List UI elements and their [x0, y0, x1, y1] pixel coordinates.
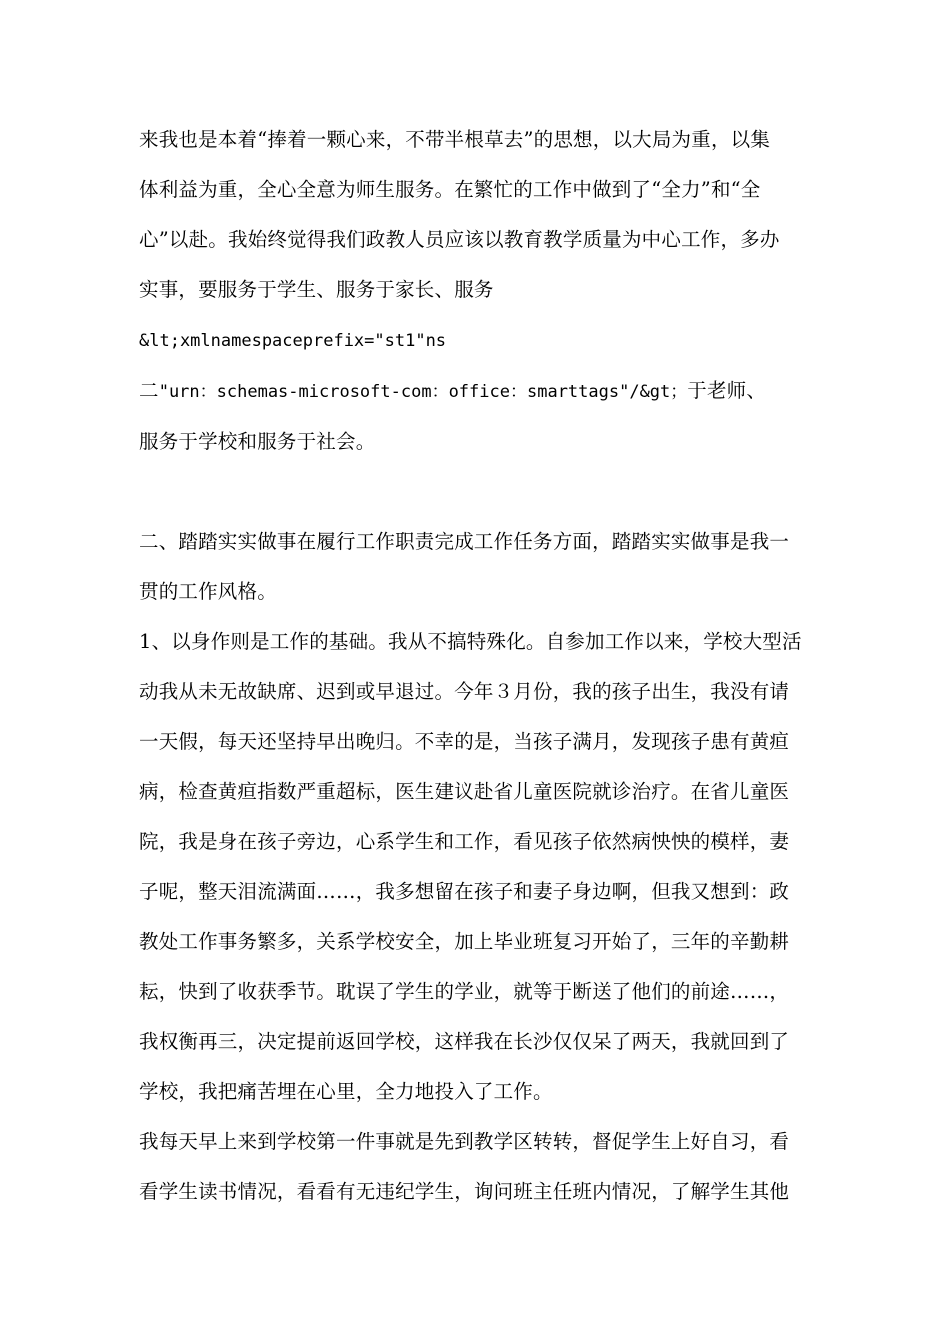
paragraph-gap: [139, 467, 829, 517]
text-line: 心”以赴。我始终觉得我们政教人员应该以教育教学质量为中心工作，多办: [139, 228, 780, 251]
text-line: 动我从未无故缺席、迟到或早退过。今年３月份，我的孩子出生，我没有请: [139, 680, 790, 703]
text-line: 看学生读书情况，看看有无违纪学生，询问班主任班内情况，了解学生其他: [139, 1180, 790, 1203]
text-line: 1、以身作则是工作的基础。我从不搞特殊化。自参加工作以来，学校大型活: [139, 630, 802, 653]
text-line: 教处工作事务繁多，关系学校安全，加上毕业班复习开始了，三年的辛勤耕: [139, 930, 790, 953]
section-heading-two: [139, 517, 829, 617]
text-line: 耘，快到了收获季节。耽误了学生的学业，就等于断送了他们的前途……，: [139, 980, 790, 1003]
xml-code-text: "urn：schemas-microsoft-com：office：smarttags"/&gt；: [158, 382, 688, 402]
text-line: 来我也是本着“捧着一颗心来，不带半根草去”的思想，以大局为重，以集: [139, 128, 771, 151]
text-line: 子呢，整天泪流满面……，我多想留在孩子和妻子身边啊，但我又想到：政: [139, 880, 790, 903]
text-line: 学校，我把痛苦埋在心里，全力地投入了工作。: [139, 1080, 553, 1103]
text-line: 体利益为重，全心全意为师生服务。在繁忙的工作中做到了“全力”和“全: [139, 178, 761, 201]
xml-suffix-text: 于老师、: [687, 379, 767, 402]
text-line: 服务于学校和服务于社会。: [139, 430, 376, 453]
text-line: 二、踏踏实实做事在履行工作职责完成工作任务方面，踏踏实实做事是我一: [139, 530, 790, 553]
text-line: [139, 315, 829, 366]
text-line: 我权衡再三，决定提前返回学校，这样我在长沙仅仅呆了两天，我就回到了: [139, 1030, 790, 1053]
xml-fragment-text: &lt;xmlnamespaceprefix="st1"ns: [139, 331, 447, 351]
text-line: 一天假，每天还坚持早出晚归。不幸的是，当孩子满月，发现孩子患有黄疸: [139, 730, 790, 753]
text-line: 院，我是身在孩子旁边，心系学生和工作，看见孩子依然病怏怏的模样，妻: [139, 830, 790, 853]
text-line: 实事，要服务于学生、服务于家长、服务: [139, 278, 494, 301]
document-page: [139, 115, 829, 1217]
paragraph-lead-by-example: [139, 617, 829, 1117]
paragraph-service-attitude: [139, 115, 829, 467]
text-line: 病，检查黄疸指数严重超标，医生建议赴省儿童医院就诊治疗。在省儿童医: [139, 780, 790, 803]
text-line: 贯的工作风格。: [139, 580, 277, 603]
text-line: [139, 366, 829, 417]
text-line: 我每天早上来到学校第一件事就是先到教学区转转，督促学生上好自习，看: [139, 1130, 790, 1153]
xml-prefix-text: 二: [139, 379, 159, 402]
paragraph-daily-routine: [139, 1117, 829, 1217]
